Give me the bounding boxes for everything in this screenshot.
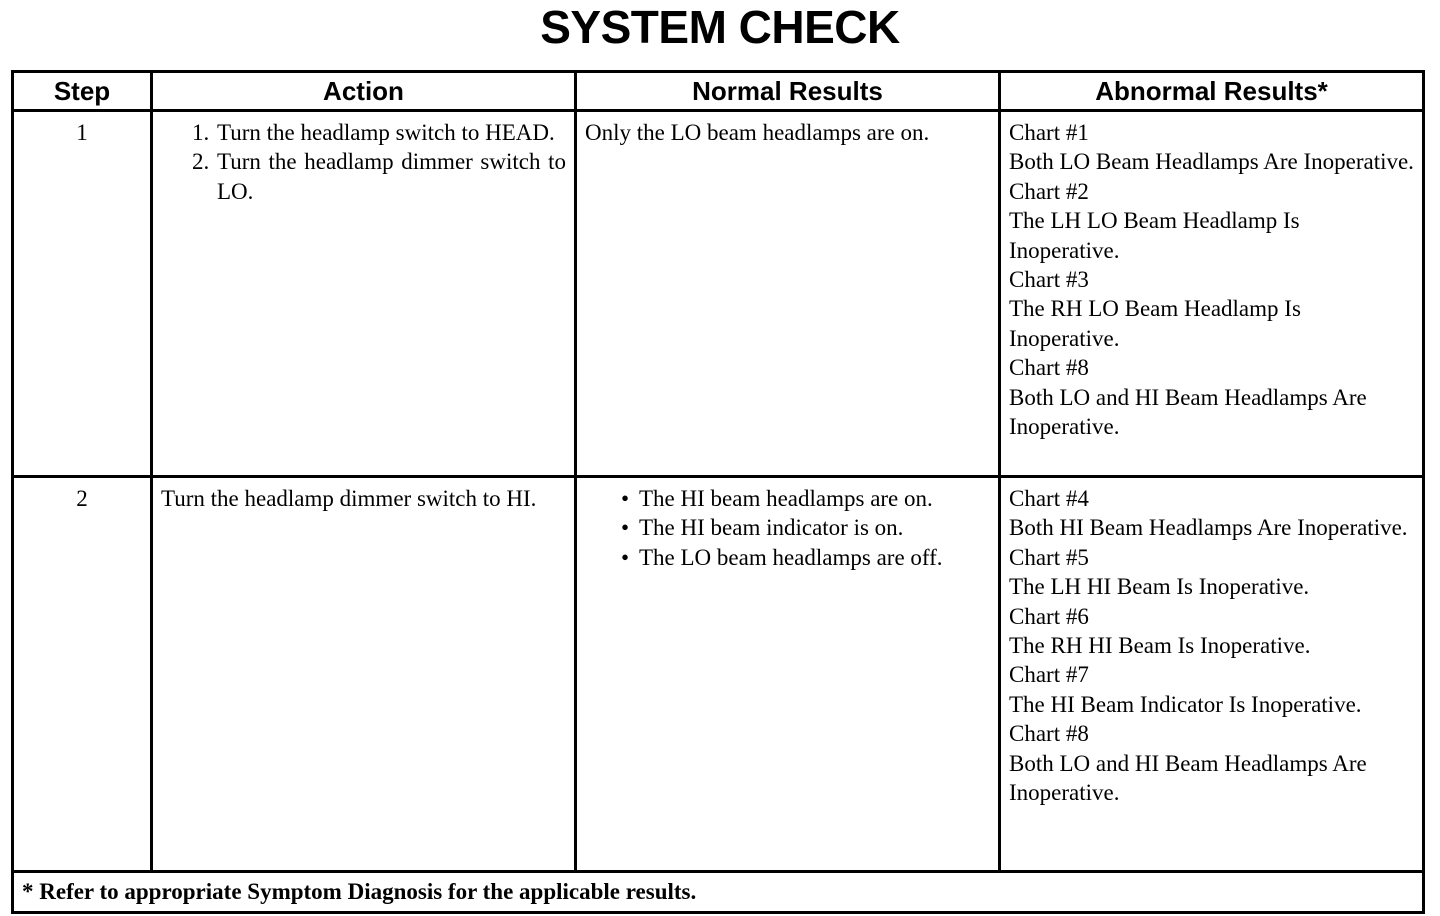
header-action: Action — [152, 72, 576, 111]
chart-reference: Chart #8 — [1009, 355, 1089, 381]
chart-description: Both HI Beam Headlamps Are Inoperative. — [1009, 515, 1408, 541]
normal-results-list — [585, 484, 990, 572]
chart-description: The LH LO Beam Headlamp Is Inoperative. — [1009, 208, 1300, 263]
chart-description: Both LO and HI Beam Headlamps Are Inoperative. — [1009, 750, 1367, 806]
chart-reference: Chart #8 — [1009, 721, 1089, 747]
normal-result-item: • The HI beam headlamps are on. — [639, 484, 990, 513]
header-step: Step — [13, 72, 152, 111]
chart-reference: Chart #6 — [1009, 603, 1089, 629]
chart-description: Both LO Beam Headlamps Are Inoperative. — [1009, 149, 1414, 175]
header-abnormal-results: Abnormal Results* — [1000, 72, 1424, 111]
chart-description: The RH HI Beam Is Inoperative. — [1009, 633, 1311, 659]
abnormal-results-cell — [1000, 111, 1424, 477]
action-item: 2. Turn the headlamp dimmer switch to LO. — [215, 147, 566, 206]
action-list — [161, 118, 566, 206]
chart-reference: Chart #5 — [1009, 544, 1089, 570]
chart-description: The HI Beam Indicator Is Inoperative. — [1009, 691, 1362, 717]
action-cell — [152, 111, 576, 477]
header-row — [13, 72, 1424, 111]
abnormal-results-cell — [1000, 477, 1424, 872]
page-title: SYSTEM CHECK — [540, 1, 900, 53]
chart-description: Both LO and HI Beam Headlamps Are Inoperative. — [1009, 384, 1367, 440]
step-number: 1 — [13, 111, 152, 477]
table-row — [13, 111, 1424, 477]
chart-reference: Chart #4 — [1009, 486, 1089, 511]
footnote: * Refer to appropriate Symptom Diagnosis for the applicable results. — [13, 872, 1424, 913]
chart-reference: Chart #2 — [1009, 178, 1089, 204]
chart-description: The LH HI Beam Is Inoperative. — [1009, 574, 1310, 600]
step-number: 2 — [13, 477, 152, 872]
chart-description: The RH LO Beam Headlamp Is Inoperative. — [1009, 296, 1301, 351]
action-item: 1. Turn the headlamp switch to HEAD. — [215, 118, 566, 147]
chart-reference: Chart #3 — [1009, 267, 1089, 293]
chart-reference: Chart #7 — [1009, 662, 1089, 688]
table-row — [13, 477, 1424, 872]
action-cell: Turn the headlamp dimmer switch to HI. — [152, 477, 576, 872]
system-check-table — [11, 70, 1425, 914]
header-normal-results: Normal Results — [576, 72, 1000, 111]
normal-result-item: • The LO beam headlamps are off. — [639, 543, 990, 572]
normal-results-cell — [576, 477, 1000, 872]
footnote-row — [13, 872, 1424, 913]
chart-reference: Chart #1 — [1009, 120, 1089, 145]
normal-results-cell: Only the LO beam headlamps are on. — [576, 111, 1000, 477]
normal-result-item: • The HI beam indicator is on. — [639, 513, 990, 542]
